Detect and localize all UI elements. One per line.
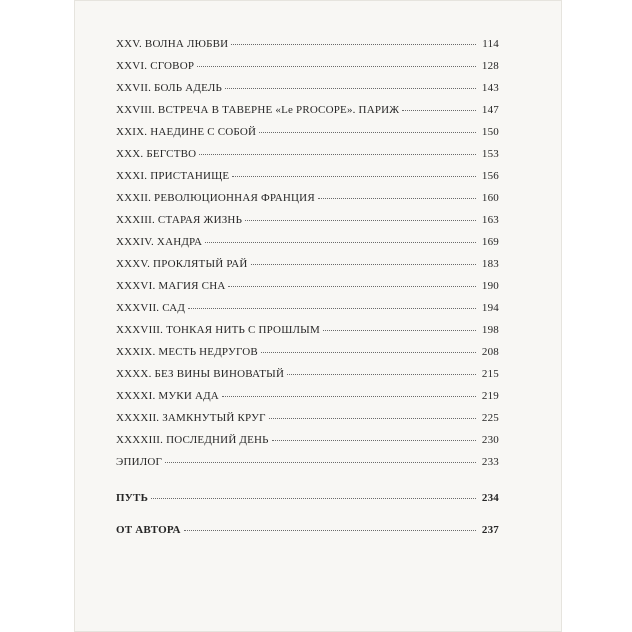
toc-entry — [116, 280, 499, 296]
toc-entry-page: 153 — [481, 148, 499, 160]
toc-entry — [116, 492, 499, 508]
toc-entry-page: 190 — [481, 280, 499, 292]
dot-leader — [197, 66, 476, 67]
dot-leader — [251, 264, 476, 265]
dot-leader — [225, 88, 476, 89]
toc-entry — [116, 38, 499, 54]
toc-entry-title: XXXV. ПРОКЛЯТЫЙ РАЙ — [116, 258, 248, 270]
toc-entry-page: 183 — [481, 258, 499, 270]
toc-entry-page: 237 — [481, 524, 499, 536]
dot-leader — [269, 418, 476, 419]
toc-entry-page: 208 — [481, 346, 499, 358]
toc-entry-page: 114 — [482, 38, 499, 50]
toc-entry-title: XXXX. БЕЗ ВИНЫ ВИНОВАТЫЙ — [116, 368, 285, 380]
dot-leader — [323, 330, 476, 331]
dot-leader — [188, 308, 476, 309]
toc-entry — [116, 302, 499, 318]
toc-entry-title: ПУТЬ — [116, 492, 149, 504]
toc-entry-page: 219 — [481, 390, 499, 402]
toc-entry-title: XXXVIII. ТОНКАЯ НИТЬ С ПРОШЛЫМ — [116, 324, 320, 336]
dot-leader — [205, 242, 476, 243]
dot-leader — [232, 176, 476, 177]
toc-entry-title: ЭПИЛОГ — [116, 456, 163, 468]
toc-entry — [116, 346, 499, 362]
toc-entry-page: 198 — [481, 324, 499, 336]
toc-entry-page: 150 — [481, 126, 499, 138]
dot-leader — [231, 44, 476, 45]
toc-entry-title: XXX. БЕГСТВО — [116, 148, 197, 160]
toc-entry — [116, 412, 499, 428]
toc-entry — [116, 434, 499, 450]
toc-entry-page: 169 — [481, 236, 499, 248]
dot-leader — [199, 154, 476, 155]
dot-leader — [272, 440, 476, 441]
dot-leader — [261, 352, 476, 353]
toc-entry — [116, 524, 499, 540]
dot-leader — [165, 462, 476, 463]
toc-entry — [116, 236, 499, 252]
toc-entry-title: XXXXII. ЗАМКНУТЫЙ КРУГ — [116, 412, 266, 424]
toc-entry-title: XXXVII. САД — [116, 302, 186, 314]
dot-leader — [259, 132, 476, 133]
toc-entry — [116, 390, 499, 406]
toc-entry-title: XXVII. БОЛЬ АДЕЛЬ — [116, 82, 223, 94]
toc-entry — [116, 258, 499, 274]
toc-entry-title: XXXXI. МУКИ АДА — [116, 390, 219, 402]
dot-leader — [287, 374, 476, 375]
toc-entry — [116, 170, 499, 186]
toc-entry-page: 128 — [481, 60, 499, 72]
toc-entry-page: 215 — [481, 368, 499, 380]
toc-entry-page: 163 — [481, 214, 499, 226]
toc-entry — [116, 60, 499, 76]
toc-entry-title: XXVI. СГОВОР — [116, 60, 195, 72]
toc-entry-title: XXVIII. ВСТРЕЧА В ТАВЕРНЕ «Le PROCOPE». ПАРИЖ — [116, 104, 400, 116]
toc-entry-title: XXV. ВОЛНА ЛЮБВИ — [116, 38, 229, 50]
toc-entry-page: 225 — [481, 412, 499, 424]
toc-entry-page: 233 — [481, 456, 499, 468]
toc-entry — [116, 456, 499, 472]
toc-entry-title: XXXIII. СТАРАЯ ЖИЗНЬ — [116, 214, 243, 226]
toc-entry — [116, 214, 499, 230]
toc-entry-page: 143 — [481, 82, 499, 94]
toc-entry-title: XXXIX. МЕСТЬ НЕДРУГОВ — [116, 346, 258, 358]
toc-entry-page: 156 — [481, 170, 499, 182]
toc-entry-page: 234 — [481, 492, 499, 504]
toc-entry — [116, 368, 499, 384]
toc-entry-title: XXXII. РЕВОЛЮЦИОННАЯ ФРАНЦИЯ — [116, 192, 315, 204]
dot-leader — [184, 530, 476, 531]
toc-entry — [116, 126, 499, 142]
toc-entry — [116, 148, 499, 164]
toc-entry-page: 230 — [481, 434, 499, 446]
toc-entry-title: XXXIV. ХАНДРА — [116, 236, 203, 248]
dot-leader — [245, 220, 476, 221]
toc-entry — [116, 192, 499, 208]
toc-entry-title: XXXVI. МАГИЯ СНА — [116, 280, 226, 292]
toc-entry — [116, 104, 499, 120]
toc-entry — [116, 324, 499, 340]
toc-entry-title: XXIX. НАЕДИНЕ С СОБОЙ — [116, 126, 257, 138]
toc-entry-page: 147 — [481, 104, 499, 116]
dot-leader — [222, 396, 476, 397]
dot-leader — [151, 498, 476, 499]
toc-entry-title: ОТ АВТОРА — [116, 524, 181, 536]
dot-leader — [228, 286, 476, 287]
toc-entry — [116, 82, 499, 98]
dot-leader — [318, 198, 476, 199]
toc-entry-title: XXXI. ПРИСТАНИЩЕ — [116, 170, 230, 182]
toc-entry-title: XXXXIII. ПОСЛЕДНИЙ ДЕНЬ — [116, 434, 269, 446]
toc-entry-page: 160 — [481, 192, 499, 204]
dot-leader — [402, 110, 476, 111]
toc-entry-page: 194 — [481, 302, 499, 314]
